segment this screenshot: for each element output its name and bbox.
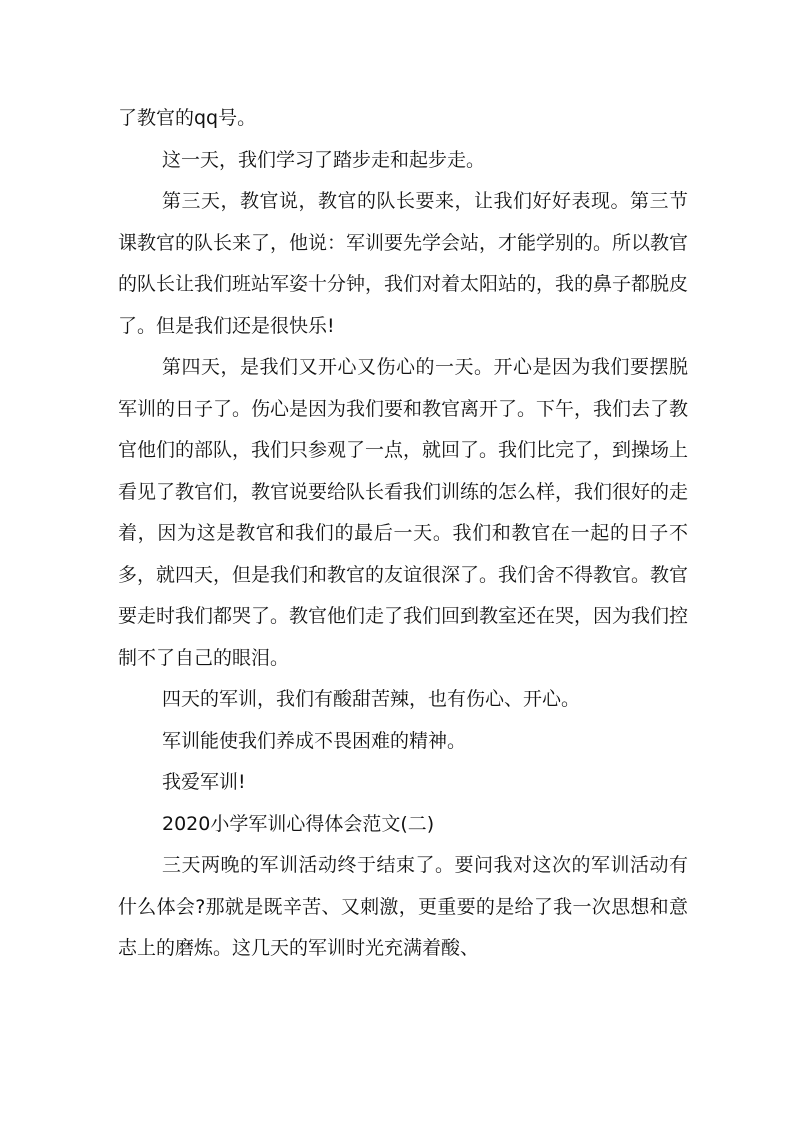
document-body (118, 98, 688, 970)
paragraph-continuation: 了教官的qq号。 (118, 107, 257, 129)
paragraph-love-training: 我爱军训! (162, 771, 246, 793)
paragraph-day-four: 第四天，是我们又开心又伤心的一天。开心是因为我们要摆脱军训的日子了。伤心是因为我们要和教官离开了。下午，我们去了教官他们的部队，我们只参观了一点，就回了。我们比完了，到操场上看见了教官们，教官说要给队长看我们训练的怎么样，我们很好的走着，因为这是教官和我们的最后一天。我们和教官在一起的日子不多，就四天，但是我们和教官的友谊很深了。我们舍不得教官。教官要走时我们都哭了。教官他们走了我们回到教室还在哭，因为我们控制不了自己的眼泪。 (118, 356, 689, 669)
paragraph-day-three: 第三天，教官说，教官的队长要来，让我们好好表现。第三节课教官的队长来了，他说：军训要先学会站，才能学别的。所以教官的队长让我们班站军姿十分钟，我们对着太阳站的，我的鼻子都脱皮了。但是我们还是很快乐! (118, 190, 689, 337)
paragraph-day-two-summary: 这一天，我们学习了踏步走和起步走。 (162, 148, 486, 171)
paragraph-spirit: 军训能使我们养成不畏困难的精神。 (162, 729, 467, 752)
section-heading: 2020小学军训心得体会范文(二) (162, 812, 435, 835)
paragraph-essay-two-intro: 三天两晚的军训活动终于结束了。要问我对这次的军训活动有什么体会?那就是既辛苦、又刺激，更重要的是给了我一次思想和意志上的磨炼。这几天的军训时光充满着酸、 (118, 854, 688, 959)
paragraph-four-days-summary: 四天的军训，我们有酸甜苦辣，也有伤心、开心。 (162, 688, 581, 710)
